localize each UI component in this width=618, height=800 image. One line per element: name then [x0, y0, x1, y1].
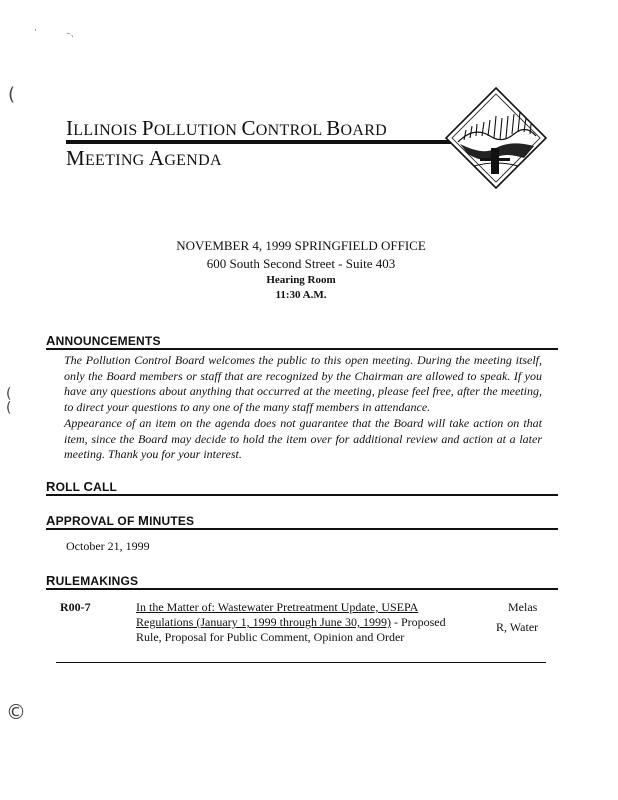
rulemaking-title-line-2 — [136, 615, 476, 630]
org-title-part-1: LLINOIS — [73, 122, 142, 139]
binder-hole-mark-1: ( — [8, 84, 16, 105]
roll-call-heading — [46, 479, 117, 494]
approval-rule — [46, 528, 558, 530]
binder-hole-mark-2: ( — [6, 386, 12, 402]
meeting-room: Hearing Room — [266, 274, 336, 286]
doc-title-part-1: EETING — [84, 152, 149, 169]
rulemaking-type: R, Water — [496, 620, 539, 634]
announcements-heading — [46, 333, 161, 348]
rulemaking-number: R00-7 — [60, 600, 91, 614]
scan-mark-top2: ⁻˴ — [66, 31, 74, 41]
rulemakings-heading — [46, 573, 138, 588]
doc-title-initial-m: M — [66, 146, 85, 170]
approval-heading-part-2: INUTES — [149, 514, 195, 528]
roll-call-heading-initial-r: R — [46, 479, 56, 494]
binder-hole-mark-3: ( — [6, 400, 12, 416]
org-title-initial-p: P — [141, 116, 154, 140]
approval-heading — [46, 513, 194, 528]
rulemaking-end-rule — [56, 662, 546, 663]
org-title-part-2: OLLUTION — [153, 122, 242, 139]
meeting-address: 600 South Second Street - Suite 403 — [206, 256, 396, 271]
rulemakings-heading-rest: ULEMAKINGS — [55, 574, 139, 588]
rulemaking-title-line-1: In the Matter of: Wastewater Pretreatment Update, USEPA — [136, 600, 419, 614]
roll-call-rule — [46, 494, 558, 496]
rulemaking-title-line-2-underlined: Regulations (January 1, 1999 through June 30, 1999) — [136, 615, 391, 629]
announcements-rule — [46, 348, 558, 350]
org-title-part-4: OARD — [340, 122, 388, 139]
minutes-date: October 21, 1999 — [66, 539, 150, 553]
announcements-heading-initial: A — [46, 333, 56, 348]
announcements-paragraph-1: The Pollution Control Board welcomes the public to this open meeting. During the meeting itself, only the Board members or staff that are recognized by the Chairman are allowed to speak. If you have any questions about anything that occurred at the meeting, please feel free, after the meeting, to direct your questions to any one of the many staff members in attendance. — [64, 353, 542, 414]
rulemakings-rule — [46, 588, 558, 590]
rulemakings-heading-initial: R — [46, 573, 56, 588]
meeting-date-line: NOVEMBER 4, 1999 SPRINGFIELD OFFICE — [176, 238, 426, 253]
approval-heading-initial-m: M — [138, 513, 150, 528]
doc-title — [66, 146, 222, 171]
title-rule — [66, 140, 470, 144]
org-title — [66, 116, 387, 141]
org-title-part-3: ONTROL — [255, 122, 327, 139]
rulemaking-board-member: Melas — [508, 600, 538, 614]
roll-call-heading-part-2: ALL — [93, 480, 118, 494]
org-title-initial-b: B — [326, 116, 341, 140]
rulemaking-title-line-3: Rule, Proposal for Public Comment, Opinion and Order — [136, 630, 405, 644]
roll-call-heading-initial-c: C — [83, 479, 94, 494]
doc-title-part-2: GENDA — [164, 152, 222, 169]
scan-mark-top: · — [34, 26, 37, 36]
announcements-heading-rest: NNOUNCEMENTS — [55, 334, 161, 348]
approval-heading-part-1: PPROVAL OF — [55, 514, 139, 528]
roll-call-heading-part-1: OLL — [55, 480, 84, 494]
org-title-initial: I — [66, 116, 74, 140]
approval-heading-initial-a: A — [46, 513, 56, 528]
meeting-time: 11:30 A.M. — [275, 289, 327, 301]
rulemaking-title — [136, 600, 476, 645]
binder-hole-mark-4: © — [6, 700, 26, 724]
rulemaking-title-line-2-suffix: - Proposed — [390, 615, 446, 629]
org-title-initial-c: C — [241, 116, 256, 140]
announcements-paragraph-2: Appearance of an item on the agenda does not guarantee that the Board will take action on that item, since the Board may decide to hold the item over for additional review and action at a later meeting. Thank you for your interest. — [64, 416, 542, 461]
doc-title-initial-a: A — [148, 146, 165, 170]
board-seal-logo — [444, 86, 548, 190]
